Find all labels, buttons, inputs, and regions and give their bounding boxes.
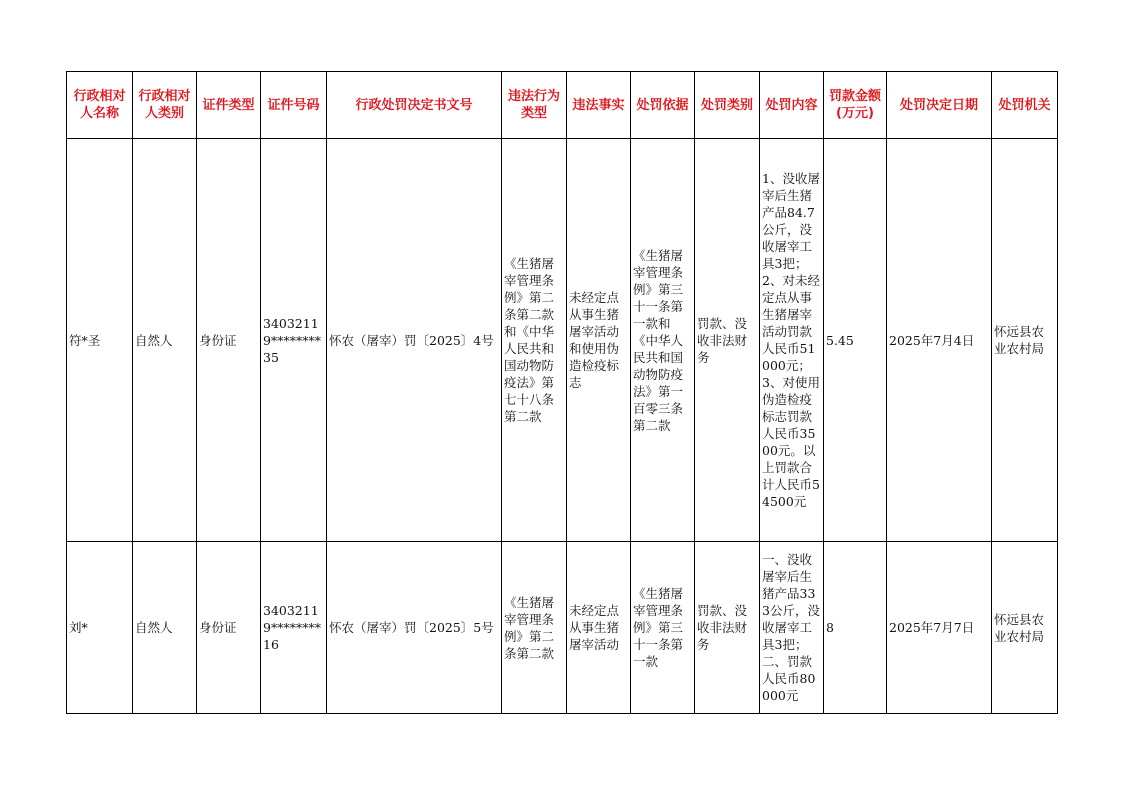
cell-id-type: 身份证 xyxy=(197,542,261,714)
table-row xyxy=(67,542,1058,714)
cell-fine: 5.45 xyxy=(824,139,887,542)
cell-name: 符*圣 xyxy=(67,139,133,542)
header-id-number: 证件号码 xyxy=(261,72,327,139)
cell-violation-type: 《生猪屠宰管理条例》第二条第二款 xyxy=(502,542,567,714)
header-penalty-content: 处罚内容 xyxy=(760,72,824,139)
cell-category: 自然人 xyxy=(133,139,197,542)
header-penalty-category: 处罚类别 xyxy=(695,72,760,139)
cell-penalty-category: 罚款、没收非法财务 xyxy=(695,139,760,542)
cell-doc-number: 怀农（屠宰）罚〔2025〕5号 xyxy=(327,542,502,714)
cell-doc-number: 怀农（屠宰）罚〔2025〕4号 xyxy=(327,139,502,542)
table-row xyxy=(67,139,1058,542)
header-row xyxy=(67,72,1058,139)
cell-penalty-content: 1、没收屠宰后生猪产品84.7公斤，没收屠宰工具3把；2、对未经定点从事生猪屠宰活动罚款人民币51000元；3、对使用伪造检疫标志罚款人民币3500元。以上罚款合计人民币54500元 xyxy=(760,139,824,542)
header-facts: 违法事实 xyxy=(567,72,631,139)
cell-basis: 《生猪屠宰管理条例》第三十一条第一款 xyxy=(631,542,695,714)
cell-category: 自然人 xyxy=(133,542,197,714)
cell-authority: 怀远县农业农村局 xyxy=(992,139,1058,542)
cell-facts: 未经定点从事生猪屠宰活动 xyxy=(567,542,631,714)
header-category: 行政相对人类别 xyxy=(133,72,197,139)
cell-basis: 《生猪屠宰管理条例》第三十一条第一款和《中华人民共和国动物防疫法》第一百零三条第二款 xyxy=(631,139,695,542)
cell-id-number: 34032119********35 xyxy=(261,139,327,542)
cell-name: 刘* xyxy=(67,542,133,714)
header-date: 处罚决定日期 xyxy=(887,72,992,139)
cell-id-number: 34032119********16 xyxy=(261,542,327,714)
header-violation-type: 违法行为类型 xyxy=(502,72,567,139)
cell-fine: 8 xyxy=(824,542,887,714)
cell-authority: 怀远县农业农村局 xyxy=(992,542,1058,714)
header-authority: 处罚机关 xyxy=(992,72,1058,139)
cell-facts: 未经定点从事生猪屠宰活动和使用伪造检疫标志 xyxy=(567,139,631,542)
header-name: 行政相对人名称 xyxy=(67,72,133,139)
cell-penalty-content: 一、没收屠宰后生猪产品333公斤，没收屠宰工具3把；二、罚款人民币80000元 xyxy=(760,542,824,714)
header-id-type: 证件类型 xyxy=(197,72,261,139)
cell-date: 2025年7月7日 xyxy=(887,542,992,714)
header-fine: 罚款金额(万元) xyxy=(824,72,887,139)
header-basis: 处罚依据 xyxy=(631,72,695,139)
penalty-table xyxy=(66,71,1058,714)
header-doc-number: 行政处罚决定书文号 xyxy=(327,72,502,139)
cell-violation-type: 《生猪屠宰管理条例》第二条第二款和《中华人民共和国动物防疫法》第七十八条第二款 xyxy=(502,139,567,542)
cell-date: 2025年7月4日 xyxy=(887,139,992,542)
cell-id-type: 身份证 xyxy=(197,139,261,542)
cell-penalty-category: 罚款、没收非法财务 xyxy=(695,542,760,714)
